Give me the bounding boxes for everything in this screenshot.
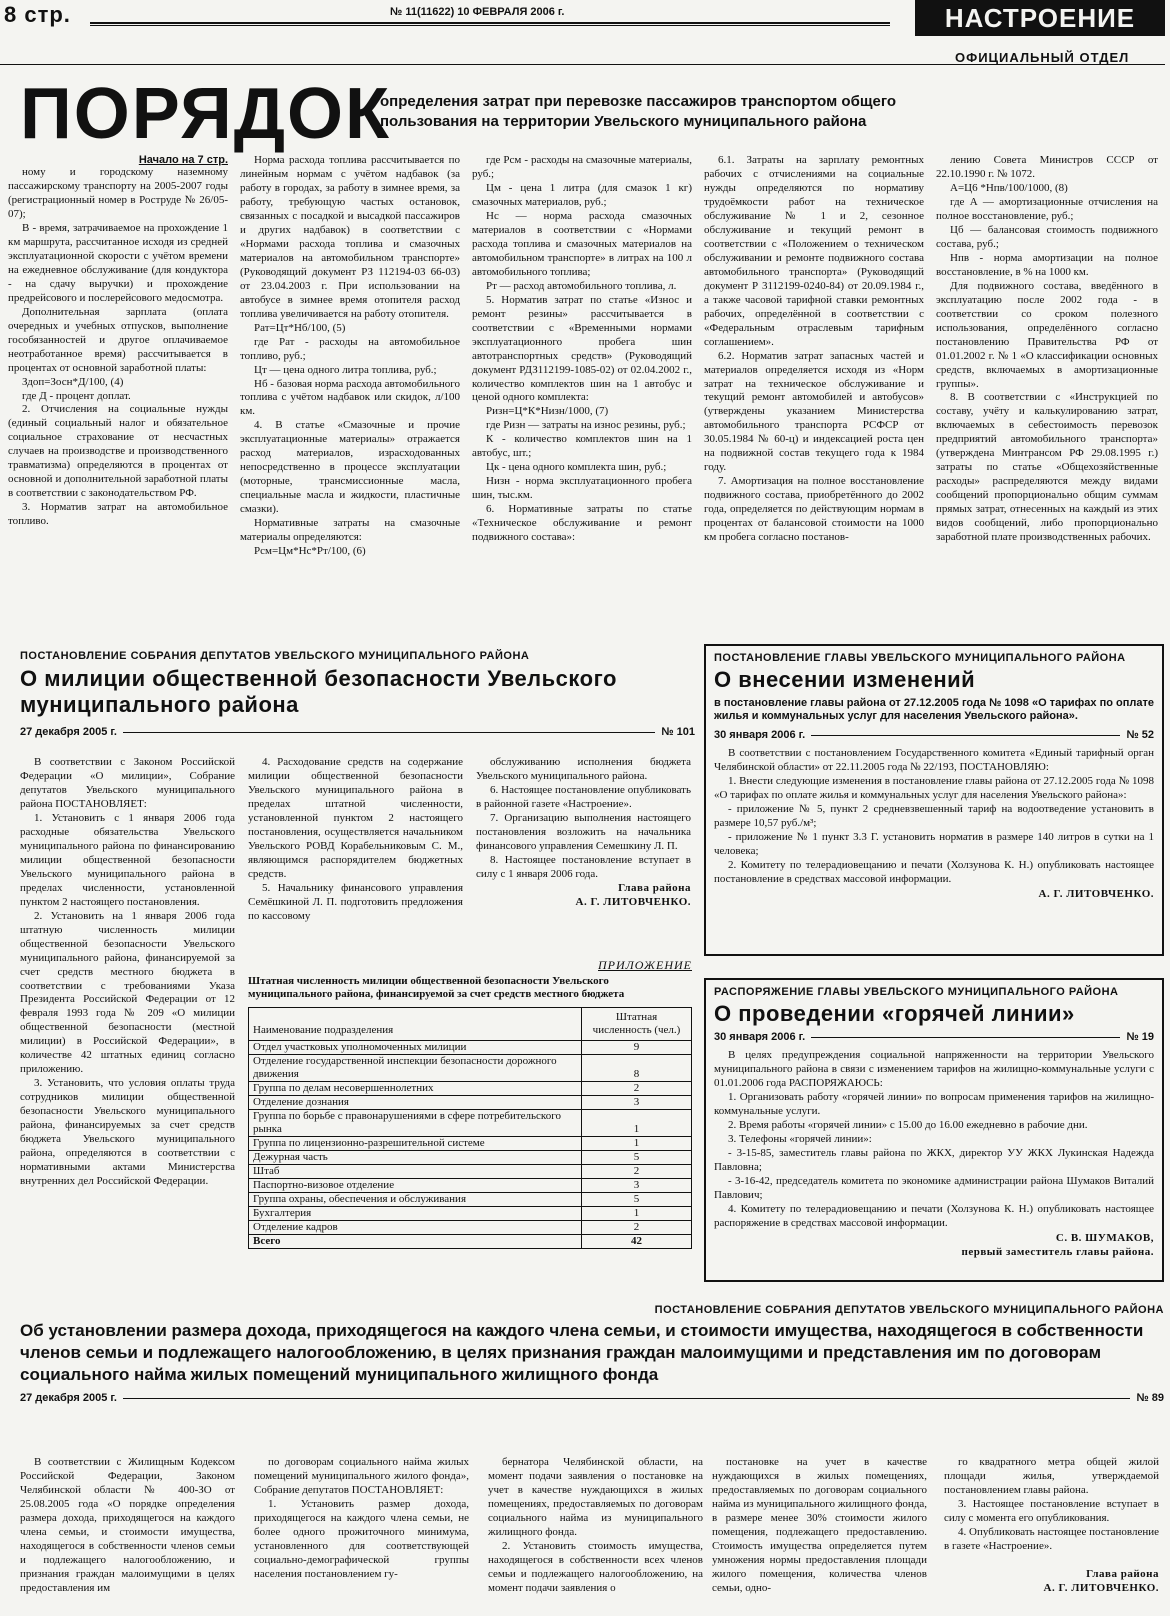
paragraph: 1. Установить с 1 января 2006 года расходные обязательства Увельского муниципального района по финансированию милиции общественной безопасности Увельского муниципального района в пределах численности, установленной пунктом 2 настоящего постановления.	[20, 811, 235, 908]
article4-date: 30 января 2006 г.	[714, 1031, 806, 1043]
table-cell-name: Группа охраны, обеспечения и обслуживания	[249, 1193, 582, 1207]
paragraph: Цт — цена одного литра топлива, руб.;	[254, 363, 437, 376]
paragraph: где Д - процент доплат.	[22, 389, 131, 402]
paragraph: Низн - норма эксплуатационного пробега шин, тыс.км.	[472, 475, 692, 502]
paragraph: бернатора Челябинской области, на момент подачи заявления о постановке на учет в качестве нуждающихся в жилых помещениях, предоставляемых по договорам социального найма из муниципального жилищного фонда.	[488, 1456, 703, 1538]
article3-date: 30 января 2006 г.	[714, 729, 806, 741]
article4-number: № 19	[1126, 1031, 1154, 1043]
table-total-name: Всего	[249, 1235, 582, 1249]
article1-col2	[240, 154, 460, 559]
paragraph: - приложение № 5, пункт 2 средневзвешенный тариф на водоотведение установить в размере 10,57 руб./м³;	[714, 802, 1154, 829]
table-row	[249, 1221, 692, 1235]
article5-col4	[712, 1456, 927, 1596]
article3-kicker: ПОСТАНОВЛЕНИЕ ГЛАВЫ УВЕЛЬСКОГО МУНИЦИПАЛЬНОГО РАЙОНА	[714, 652, 1126, 664]
paragraph: где А — амортизационные отчисления на полное восстановление, руб.;	[936, 195, 1158, 222]
article5-sig-role: Глава района	[1086, 1567, 1159, 1580]
paragraph: постановке на учет в качестве нуждающихся в жилых помещениях, предоставляемых по договорам социального найма из муниципального жилищного фонда, в размере менее 30% стоимости жилого помещения, подлежащего предоставлению. Стоимость имущества определяется путем умножения нормы предоставления площади жилого помещения, количества членов семьи, одно-	[712, 1456, 927, 1594]
article1-col5	[936, 154, 1158, 545]
paragraph: Нпв - норма амортизации на полное восстановление, в % на 1000 км.	[936, 251, 1158, 278]
paragraph: 6. Нормативные затраты по статье «Техническое обслуживание и ремонт подвижного состава»:	[472, 503, 692, 544]
paragraph: В соответствии с постановлением Государственного комитета «Единый тарифный орган Челябинской области» от 22.11.2005 года № 22/193, ПОСТАНОВЛЯЮ:	[714, 747, 1154, 773]
article5-sig-name: А. Г. ЛИТОВЧЕНКО.	[1043, 1581, 1159, 1594]
table-cell-count: 2	[582, 1165, 692, 1179]
article3-body	[714, 747, 1154, 887]
paragraph: 4. В статье «Смазочные и прочие эксплуатационные материалы» отражается расход материалов, израсходованных непосредственно в процессе эксплуатации (моторные, трансмиссионные масла, специальные масла и жидкости, пластичные смазки).	[240, 419, 460, 516]
appendix	[248, 958, 692, 1249]
article3-dateline	[714, 729, 1154, 741]
article3-sig-name: А. Г. ЛИТОВЧЕНКО.	[1038, 887, 1154, 900]
table-row	[249, 1165, 692, 1179]
article2-kicker: ПОСТАНОВЛЕНИЕ СОБРАНИЯ ДЕПУТАТОВ УВЕЛЬСКОГО МУНИЦИПАЛЬНОГО РАЙОНА	[20, 650, 530, 662]
table-row	[249, 1055, 692, 1082]
paragraph: 8. В соответствии с «Инструкцией по составу, учёту и калькулированию затрат, включаемых в себестоимость перевозок предприятий автомобильного транспорта» (утверждена Минтрансом РФ 29.08.1995 г.) затраты по статье «Общехозяйственные расходы» распределяются между видами сообщений пропорционально общим суммам прямых затрат, отнесенных на каждый из этих видов сообщений, либо пропорционально заработной плате производственных рабочих.	[936, 391, 1158, 544]
paragraph: Рсм=Цм*Нс*Рт/100, (6)	[254, 545, 366, 558]
article3-box	[704, 644, 1164, 956]
paragraph: 7. Амортизация на полное восстановление подвижного состава, приобретённого до 2002 года, определяется по действующим нормам в процентах от балансовой стоимости на 1000 км пробега согласно постанов-	[704, 475, 924, 544]
paragraph: Цб — балансовая стоимость подвижного состава, руб.;	[936, 223, 1158, 250]
table-cell-name: Отделение кадров	[249, 1221, 582, 1235]
paragraph: 7. Организацию выполнения настоящего постановления возложить на начальника финансового управления Семешкину Л. П.	[476, 811, 691, 852]
article3-subtitle: в постановление главы района от 27.12.2005 года № 1098 «О тарифах по оплате жилья и коммунальных услуг для населения Увельского района».	[714, 697, 1154, 722]
article2-sig-role: Глава района	[618, 881, 691, 894]
table-row	[249, 1207, 692, 1221]
paragraph: 3. Норматив затрат на автомобильное топливо.	[8, 501, 228, 528]
paragraph: Здоп=Зосн*Д/100, (4)	[22, 375, 124, 388]
paragraph: Норма расхода топлива рассчитывается по линейным нормам с учётом надбавок (за работу в городах, за работу в зимнее время, за работу, требующую частых остановок, связанных с посадкой и высадкой пассажиров и других надбавок) в соответствии с «Нормами расхода топлива и смазочных материалов на автомобильном транспорте» (Руководящий документ РЗ 112194-03 66-03) от 23.04.2003 г. При использовании на автобусе в зимнее время отопителя расход топлива увеличивается на работу отопителя.	[240, 154, 460, 320]
paragraph: ному и городскому наземному пассажирскому транспорту на 2005-2007 годы (регистрационный номер в Роструде № 26/05-07);	[8, 166, 228, 220]
paragraph: 1. Установить размер дохода, приходящегося на каждого члена семьи, не более одного прожиточного минимума, установленного для соответствующей социально-демографической группы населения постановлением гу-	[254, 1497, 469, 1580]
appendix-title: Штатная численность милиции общественной безопасности Увельского муниципального района, финансируемой за счет средств местного бюджета	[248, 975, 625, 1001]
paragraph: Нормативные затраты на смазочные материалы определяются:	[240, 517, 460, 544]
paragraph: 2. Установить на 1 января 2006 года штатную численность милиции общественной безопасности Увельского муниципального района, финансируемой за счет средств местного бюджета в соответствии с требованиями Указа Президента Российской Федерации от 12 февраля 1993 года № 209 «О милиции общественной безопасности (местной милиции) в Российской Федерации», в количестве 42 штатных единиц согласно приложению.	[20, 909, 235, 1076]
table-total-row	[249, 1235, 692, 1249]
table-cell-name: Дежурная часть	[249, 1151, 582, 1165]
article4-sig-role: первый заместитель главы района.	[961, 1245, 1154, 1258]
paragraph: го квадратного метра общей жилой площади жилья, утверждаемой постановлением главы района.	[944, 1456, 1159, 1496]
article2-col3	[476, 756, 691, 910]
paragraph: 3. Настоящее постановление вступает в силу с момента его опубликования.	[944, 1497, 1159, 1524]
paragraph: Дополнительная зарплата (оплата очередных и учебных отпусков, выполнение гособязанностей и другое оплачиваемое неотработанное время) рассчитывается в процентах от основной заработной платы:	[8, 305, 228, 374]
article5-number: № 89	[1136, 1392, 1164, 1404]
table-cell-name: Штаб	[249, 1165, 582, 1179]
paragraph: где Ризн — затраты на износ резины, руб.;	[486, 419, 686, 432]
paragraph: по договорам социального найма жилых помещений муниципального жилого фонда», Собрание депутатов ПОСТАНОВЛЯЕТ:	[254, 1456, 469, 1496]
article5-col5	[944, 1456, 1159, 1596]
table-cell-count: 3	[582, 1096, 692, 1110]
article5-dateline	[20, 1392, 1164, 1404]
issue-line: № 11(11622) 10 ФЕВРАЛЯ 2006 г.	[390, 6, 565, 18]
paragraph: В - время, затрачиваемое на прохождение 1 км маршрута, рассчитанное исходя из средней эксплуатационной скорости с учётом времени на ежедневное обслуживание (для кондуктора - на сдачу выручки) и прохождение предрейсового и послерейсового медосмотра.	[8, 221, 228, 304]
article5-kicker: ПОСТАНОВЛЕНИЕ СОБРАНИЯ ДЕПУТАТОВ УВЕЛЬСКОГО МУНИЦИПАЛЬНОГО РАЙОНА	[654, 1304, 1164, 1316]
paragraph: обслуживанию исполнения бюджета Увельского муниципального района.	[476, 756, 691, 782]
table-cell-count: 1	[582, 1207, 692, 1221]
article4-kicker: РАСПОРЯЖЕНИЕ ГЛАВЫ УВЕЛЬСКОГО МУНИЦИПАЛЬНОГО РАЙОНА	[714, 986, 1119, 998]
table-cell-count: 5	[582, 1151, 692, 1165]
paragraph: 5. Норматив затрат по статье «Износ и ремонт резины» рассчитывается в соответствии с «Временными нормами эксплуатационного пробега шин автотранспортных средств» (Руководящий документ РДЗ112199-1085-02) от 02.04.2002 г., количество комплектов шин на 1 автобус и ценой одного комплекта:	[472, 293, 692, 404]
article5-title: Об установлении размера дохода, приходящегося на каждого члена семьи, и стоимости имущества, находящегося в собственности членов семьи и подлежащего налогообложению, в целях признания граждан малоимущими и представления им по договорам социального найма жилых помещений муниципального жилищного фонда	[20, 1321, 1144, 1384]
paragraph: 5. Начальнику финансового управления Семёшкиной Л. П. подготовить предложения по кассовому	[248, 881, 463, 922]
section-rule	[0, 64, 1165, 65]
article3-number: № 52	[1126, 729, 1154, 741]
article5-col3	[488, 1456, 703, 1596]
article2-col2	[248, 756, 463, 924]
paragraph: 6.1. Затраты на зарплату ремонтных рабочих с отчислениями на социальные нужды определяются по нормативу трудоёмкости работ на техническое обслуживание № 1 и 2, сезонное обслуживание и текущий ремонт в соответствии с «Положением о техническом обслуживании и ремонте подвижного состава автомобильного транспорта» (Руководящий документ Р 3112199-0240-84) от 20.09.1984 г., а также часовой тарифной ставки ремонтных рабочих, определённой в соответствии с «Федеральным отраслевым тарифным соглашением».	[704, 154, 924, 348]
paragraph: В соответствии с Жилищным Кодексом Российской Федерации, Законом Челябинской области № 400-ЗО от 25.08.2005 года «О порядке определения размера дохода, приходящегося на каждого члена семьи, и стоимости имущества, находящегося в собственности членов семьи и подлежащего налогообложению, и признания граждан малоимущими в целях предоставления им	[20, 1456, 235, 1594]
article1-subtitle: определения затрат при перевозке пассажиров транспортом общего пользования на территории Увельского муниципального района	[380, 93, 897, 130]
article5-date: 27 декабря 2005 г.	[20, 1392, 117, 1404]
paragraph: 2. Отчисления на социальные нужды (единый социальный налог и обязательное социальное страхование от несчастных случаев на производстве и производственного травматизма) определяются в процентах от основной и дополнительной заработной платы в соответствии с законодательством РФ.	[8, 403, 228, 500]
paragraph: лению Совета Министров СССР от 22.10.1990 г. № 1072.	[936, 154, 1158, 180]
table-cell-count: 2	[582, 1082, 692, 1096]
page-number: 8 стр.	[4, 2, 71, 27]
paragraph: 2. Установить стоимость имущества, находящегося в собственности всех членов семьи и подлежащего налогообложению, на момент подачи заявления о	[488, 1539, 703, 1594]
table-cell-count: 1	[582, 1137, 692, 1151]
paragraph: где Рсм - расходы на смазочные материалы, руб.;	[472, 154, 692, 180]
paragraph: 4. Расходование средств на содержание милиции общественной безопасности Увельского муниципального района в пределах штатной численности, установленной пунктом 2 настоящего постановления, осуществляется начальником Увельского РОВД Корабельниковым С. М., являющимся распорядителем бюджетных средств.	[248, 756, 463, 880]
table-cell-name: Бухгалтерия	[249, 1207, 582, 1221]
article5-col2	[254, 1456, 469, 1582]
continued-note: Начало на 7 стр.	[138, 154, 228, 166]
article2-title: О милиции общественной безопасности Увельского муниципального района	[20, 666, 617, 717]
table-cell-name: Паспортно-визовое отделение	[249, 1179, 582, 1193]
article2-sig-name: А. Г. ЛИТОВЧЕНКО.	[575, 895, 691, 908]
table-head-name: Наименование подразделения	[249, 1008, 582, 1041]
paragraph: Ризн=Ц*К*Низн/1000, (7)	[486, 405, 609, 418]
paragraph: 6.2. Норматив затрат запасных частей и материалов определяется исходя из «Норм затрат на техническое обслуживание и текущий ремонт автомобилей и автобусов» (утверждены указанием Министерства автомобильного транспорта РСФСР от 30.05.1984 № 60-ц) и индексацией роста цен на подвижной состав текущего года к 1984 году.	[704, 349, 924, 474]
article4-title: О проведении «горячей линии»	[714, 1001, 1075, 1026]
article4-body	[714, 1049, 1154, 1231]
paragraph: Рт — расход автомобильного топлива, л.	[486, 279, 677, 292]
paragraph: 2. Время работы «горячей линии» с 15.00 до 16.00 ежедневно в рабочие дни.	[728, 1118, 1088, 1131]
paragraph: Цк - цена одного комплекта шин, руб.;	[486, 461, 667, 474]
table-cell-name: Отделение государственной инспекции безопасности дорожного движения	[249, 1055, 582, 1082]
paragraph: 6. Настоящее постановление опубликовать в районной газете «Настроение».	[476, 783, 691, 810]
table-cell-name: Отделение дознания	[249, 1096, 582, 1110]
table-row	[249, 1137, 692, 1151]
article3-title: О внесении изменений	[714, 667, 976, 692]
article1-title: ПОРЯДОК	[20, 74, 391, 154]
article2-header	[20, 650, 695, 738]
article2-col1	[20, 756, 235, 1189]
table-cell-count: 5	[582, 1193, 692, 1207]
header-rule	[90, 22, 890, 26]
paragraph: В соответствии с Законом Российской Федерации «О милиции», Собрание депутатов Увельского муниципального района ПОСТАНОВЛЯЕТ:	[20, 756, 235, 810]
article4-sig-name: С. В. ШУМАКОВ,	[1055, 1231, 1154, 1244]
table-cell-count: 8	[582, 1055, 692, 1082]
table-row	[249, 1041, 692, 1055]
paragraph: В целях предупреждения социальной напряженности на территории Увельского муниципального района в связи с изменением тарифов на жилищно-коммунальные услуги с 01.01.2006 года РАСПОРЯЖАЮСЬ:	[714, 1049, 1154, 1089]
paragraph: 3. Телефоны «горячей линии»:	[728, 1132, 872, 1145]
paragraph: Рат=Цт*Нб/100, (5)	[254, 321, 346, 334]
paragraph: А=Ц6 *Нпв/100/1000, (8)	[950, 181, 1068, 194]
table-row	[249, 1193, 692, 1207]
staff-table	[248, 1007, 692, 1249]
paragraph: - 3-16-42, председатель комитета по экономике администрации района Шумаков Виталий Павлович;	[714, 1174, 1154, 1201]
paragraph: К - количество комплектов шин на 1 автобус, шт.;	[472, 433, 692, 460]
paragraph: Нб - базовая норма расхода автомобильного топлива с учётом надбавок или скидок, л/100 км.	[240, 377, 460, 418]
table-cell-count: 2	[582, 1221, 692, 1235]
table-row	[249, 1179, 692, 1193]
table-cell-name: Отдел участковых уполномоченных милиции	[249, 1041, 582, 1055]
table-row	[249, 1151, 692, 1165]
table-cell-count: 3	[582, 1179, 692, 1193]
paragraph: 4. Комитету по телерадиовещанию и печати (Холзунова К. Н.) опубликовать настоящее распоряжение в средствах массовой информации.	[714, 1202, 1154, 1229]
paragraph: 4. Опубликовать настоящее постановление в газете «Настроение».	[944, 1525, 1159, 1552]
table-cell-name: Группа по лицензионно-разрешительной системе	[249, 1137, 582, 1151]
paragraph: 1. Организовать работу «горячей линии» по вопросам применения тарифов на жилищно-коммунальные услуги.	[714, 1090, 1154, 1117]
paragraph: 1. Внести следующие изменения в постановление главы района от 27.12.2005 года № 1098 «О тарифах по оплате жилья и коммунальных услуг для населения Увельского района»:	[714, 774, 1154, 801]
paragraph: - 3-15-85, заместитель главы района по ЖКХ, директор УУ ЖКХ Лукинская Надежда Павловна;	[714, 1146, 1154, 1173]
paragraph: 2. Комитету по телерадиовещанию и печати (Холзунова К. Н.) опубликовать настоящее постановление в средствах массовой информации.	[714, 858, 1154, 885]
table-cell-count: 9	[582, 1041, 692, 1055]
table-row	[249, 1096, 692, 1110]
paragraph: 3. Установить, что условия оплаты труда сотрудников милиции общественной безопасности Увельского муниципального района, финансируемых за счет средств бюджета Увельского муниципального района, определяются в соответствии с нормативными актами Министерства внутренних дел Российской Федерации.	[20, 1077, 235, 1188]
table-head-count: Штатная численность (чел.)	[582, 1008, 692, 1041]
article5-header	[20, 1304, 1164, 1404]
article5-col1	[20, 1456, 235, 1596]
paragraph: Цм - цена 1 литра (для смазок 1 кг) смазочных материалов, руб.;	[472, 181, 692, 208]
article1-col3	[472, 154, 692, 545]
article2-date: 27 декабря 2005 г.	[20, 726, 117, 738]
table-cell-name: Группа по делам несовершеннолетних	[249, 1082, 582, 1096]
paragraph: 8. Настоящее постановление вступает в силу с 1 января 2006 года.	[476, 853, 691, 880]
table-cell-name: Группа по борьбе с правонарушениями в сфере потребительского рынка	[249, 1110, 582, 1137]
article2-dateline	[20, 726, 695, 738]
table-total-count: 42	[582, 1235, 692, 1249]
article4-box	[704, 978, 1164, 1282]
paragraph: где Рат - расходы на автомобильное топливо, руб.;	[240, 335, 460, 362]
article1-col4	[704, 154, 924, 545]
table-row	[249, 1082, 692, 1096]
newspaper-brand: НАСТРОЕНИЕ	[915, 0, 1165, 36]
paragraph: Нс — норма расхода смазочных материалов в соответствии с «Нормами расхода топлива и смазочных материалов на автомобильном транспорте» в литрах на 100 л автомобильного топлива;	[472, 209, 692, 278]
article2-number: № 101	[661, 726, 695, 738]
article4-dateline	[714, 1031, 1154, 1043]
section-title: ОФИЦИАЛЬНЫЙ ОТДЕЛ	[955, 50, 1130, 65]
appendix-label: ПРИЛОЖЕНИЕ	[598, 958, 692, 972]
article1-col1	[8, 154, 228, 529]
paragraph: Для подвижного состава, введённого в эксплуатацию после 2002 года - в соответствии со сроком полезного использования, определённого согласно постановлению Правительства РФ от 01.01.2002 г. № 1 «О классификации основных средств, включаемых в амортизационные группы».	[936, 279, 1158, 390]
paragraph: - приложение № 1 пункт 3.3 Г. установить норматив в размере 140 литров в сутки на 1 человека;	[714, 830, 1154, 857]
table-cell-count: 1	[582, 1110, 692, 1137]
table-row	[249, 1110, 692, 1137]
